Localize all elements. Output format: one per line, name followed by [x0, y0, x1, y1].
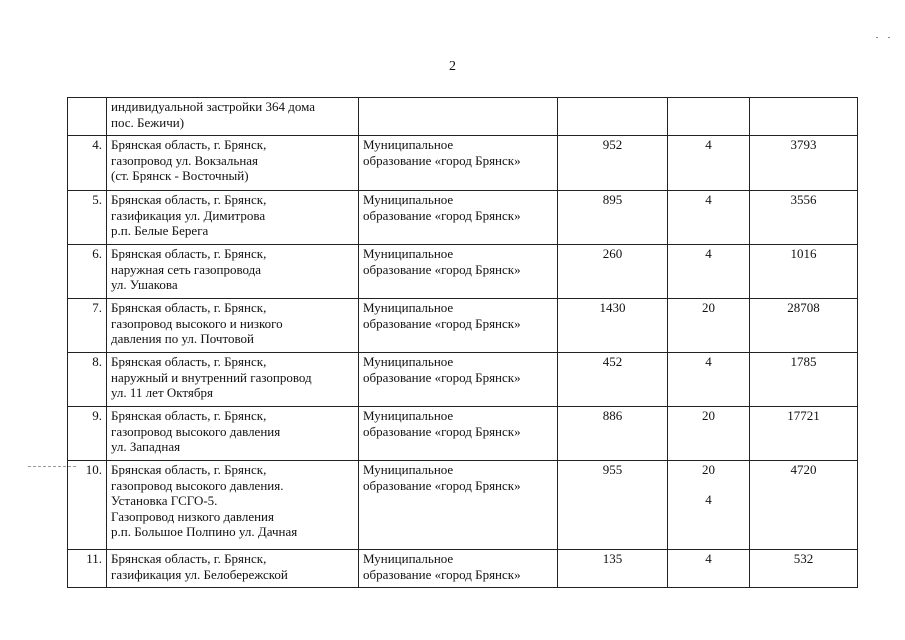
cost-cell: 4720 [750, 461, 858, 550]
row-number-cell: 8. [68, 353, 107, 407]
object-name-cell: Брянская область, г. Брянск, газификация ул. Димитрова р.п. Белые Берега [107, 191, 359, 245]
cost-cell: 17721 [750, 407, 858, 461]
page-number: 2 [449, 59, 456, 74]
diameter-value: 4 [705, 551, 712, 566]
object-name-cell: Брянская область, г. Брянск, газопровод высокого давления. Установка ГСГО-5. Газопровод низкого давления р.п. Большое Полпино ул. Дачная [107, 461, 359, 550]
object-name-cell: Брянская область, г. Брянск, газопровод высокого и низкого давления по ул. Почтовой [107, 299, 359, 353]
diameter-value: 4 [705, 137, 712, 152]
length-cell: 260 [558, 245, 668, 299]
table-row [68, 353, 858, 407]
cost-cell: 3556 [750, 191, 858, 245]
diameter-value: 20 [702, 408, 715, 423]
table-row [68, 98, 858, 136]
owner-cell: Муниципальное образование «город Брянск» [359, 136, 558, 191]
owner-cell: Муниципальное образование «город Брянск» [359, 245, 558, 299]
diameter-value: 4 [705, 192, 712, 207]
table-row [68, 136, 858, 191]
length-cell: 1430 [558, 299, 668, 353]
object-name-cell: Брянская область, г. Брянск, газификация ул. Белобережской [107, 550, 359, 588]
table-row [68, 550, 858, 588]
owner-cell: Муниципальное образование «город Брянск» [359, 550, 558, 588]
diameter-cell [668, 136, 750, 191]
owner-cell: Муниципальное образование «город Брянск» [359, 407, 558, 461]
length-cell: 135 [558, 550, 668, 588]
row-number-cell: 5. [68, 191, 107, 245]
object-name-cell: Брянская область, г. Брянск, наружный и внутренний газопровод ул. 11 лет Октября [107, 353, 359, 407]
length-cell: 452 [558, 353, 668, 407]
row-number-cell: 9. [68, 407, 107, 461]
cost-cell: 1016 [750, 245, 858, 299]
diameter-cell [668, 245, 750, 299]
row-number-cell: 11. [68, 550, 107, 588]
gas-pipeline-table [67, 97, 858, 588]
length-cell [558, 98, 668, 136]
owner-cell: Муниципальное образование «город Брянск» [359, 353, 558, 407]
owner-cell [359, 98, 558, 136]
owner-cell: Муниципальное образование «город Брянск» [359, 299, 558, 353]
row-number-cell: 4. [68, 136, 107, 191]
object-name-cell: Брянская область, г. Брянск, газопровод высокого давления ул. Западная [107, 407, 359, 461]
table-row [68, 245, 858, 299]
cost-cell: 1785 [750, 353, 858, 407]
row-number-cell: 6. [68, 245, 107, 299]
diameter-value: 4 [705, 246, 712, 261]
row-number-cell [68, 98, 107, 136]
diameter-cell [668, 299, 750, 353]
scan-speck [888, 37, 890, 38]
table-row [68, 299, 858, 353]
diameter-cell [668, 353, 750, 407]
table-body [68, 98, 858, 588]
row-number-cell: 10. [68, 461, 107, 550]
cost-cell: 3793 [750, 136, 858, 191]
owner-cell: Муниципальное образование «город Брянск» [359, 461, 558, 550]
diameter-cell [668, 407, 750, 461]
diameter-cell [668, 461, 750, 550]
length-cell: 895 [558, 191, 668, 245]
diameter-value: 4 [705, 491, 712, 507]
diameter-cell [668, 98, 750, 136]
object-name-cell: индивидуальной застройки 364 дома пос. Бежичи) [107, 98, 359, 136]
diameter-value: 20 [702, 300, 715, 315]
diameter-value: 20 [702, 462, 715, 477]
table-row [68, 461, 858, 550]
cost-cell: 532 [750, 550, 858, 588]
table-row [68, 407, 858, 461]
scan-speck [876, 37, 878, 38]
object-name-cell: Брянская область, г. Брянск, газопровод ул. Вокзальная (ст. Брянск - Восточный) [107, 136, 359, 191]
cost-cell: 28708 [750, 299, 858, 353]
diameter-cell [668, 191, 750, 245]
diameter-value: 4 [705, 354, 712, 369]
row-number-cell: 7. [68, 299, 107, 353]
owner-cell: Муниципальное образование «город Брянск» [359, 191, 558, 245]
length-cell: 955 [558, 461, 668, 550]
length-cell: 886 [558, 407, 668, 461]
length-cell: 952 [558, 136, 668, 191]
table-row [68, 191, 858, 245]
diameter-cell [668, 550, 750, 588]
cost-cell [750, 98, 858, 136]
object-name-cell: Брянская область, г. Брянск, наружная сеть газопровода ул. Ушакова [107, 245, 359, 299]
